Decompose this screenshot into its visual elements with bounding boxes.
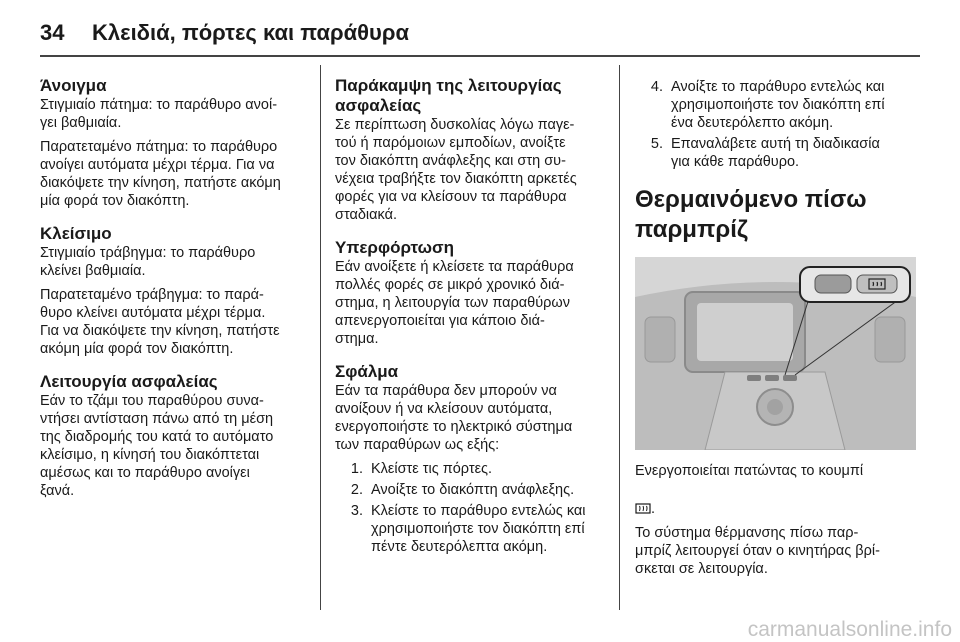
section-heading-heated-rear-window: Θερμαινόμενο πίσω παρμπρίζ [635, 186, 867, 243]
paragraph: Παρατεταμένο τράβηγμα: το παρά- θυρο κλείνει αυτόματα μέχρι τέρμα. Για να διακόψετε την κίνηση, πατήστε ακόμη μία φορά τον διακόπτη. [40, 287, 280, 357]
list-item [335, 502, 610, 556]
list-item [635, 78, 920, 132]
list-item [335, 460, 610, 478]
list-item [635, 135, 920, 171]
section-override [335, 76, 610, 224]
steps-list [635, 78, 920, 171]
page-number: 34 [40, 20, 65, 45]
paragraph: Εάν τα παράθυρα δεν μπορούν να ανοίξουν ή να κλείσουν αυτόματα, ενεργοποιήστε το ηλεκτρικό σύστημα των παραθύρων ως εξής: [335, 383, 573, 453]
header-rule [40, 55, 920, 57]
steps-list [335, 460, 610, 556]
chapter-title: Κλειδιά, πόρτες και παράθυρα [92, 20, 409, 45]
paragraph: Παρατεταμένο πάτημα: το παράθυρο ανοίγει αυτόματα μέχρι τέρμα. Για να διακόψετε την κίνηση, πατήστε ακόμη μία φορά τον διακόπτη. [40, 139, 281, 209]
paragraph: Σε περίπτωση δυσκολίας λόγω παγε- τού ή παρόμοιων εμποδίων, ανοίξτε τον διακόπτη ανάφλεξης και στη συ- νέχεια τραβήξτε τον διακόπτη αρκετές φορές για να κλείσουν τα παράθυρα σταδιακά. [335, 117, 577, 223]
section-opening [40, 76, 312, 210]
section-closing [40, 224, 312, 358]
watermark: carmanualsonline.info [747, 618, 952, 641]
step-text: Κλείστε το παράθυρο εντελώς και χρησιμοποιήστε τον διακόπτη επί πέντε δευτερόλεπτα ακόμη. [371, 503, 586, 555]
list-item [335, 481, 610, 499]
step-number: 2. [350, 482, 363, 498]
step-text: Ανοίξτε το παράθυρο εντελώς και χρησιμοποιήστε τον διακόπτη επί ένα δευτερόλεπτο ακόμη. [671, 79, 885, 131]
paragraph: Στιγμιαίο τράβηγμα: το παράθυρο κλείνει βαθμιαία. [40, 245, 256, 279]
section-safety [40, 372, 312, 500]
section-heading: Υπερφόρτωση [335, 238, 455, 257]
section-heading: Άνοιγμα [40, 76, 107, 95]
section-heading: Κλείσιμο [40, 224, 112, 243]
step-number: 3. [350, 503, 363, 519]
paragraph: Το σύστημα θέρμανσης πίσω παρ- μπρίζ λειτουργεί όταν ο κινητήρας βρί- σκεται σε λειτουργία. [635, 525, 880, 577]
step-number: 1. [350, 461, 363, 477]
dashboard-illustration [635, 257, 916, 450]
punctuation: . [651, 501, 656, 517]
section-heading: Λειτουργία ασφαλείας [40, 372, 218, 391]
column-3 [635, 76, 920, 584]
section-heading: Παράκαμψη της λειτουργίας ασφαλείας [335, 76, 562, 115]
step-text: Επαναλάβετε αυτή τη διαδικασία για κάθε παράθυρο. [671, 136, 880, 170]
section-overload [335, 238, 610, 348]
step-text: Κλείστε τις πόρτες. [371, 461, 493, 477]
section-fault [335, 362, 610, 556]
paragraph: Εάν το τζάμι του παραθύρου συνα- ντήσει αντίσταση πάνω από τη μέση της διαδρομής του κατά το αυτόματο κλείσιμο, η κίνησή του διακόπτεται αμέσως και το παράθυρο ανοίγει ξανά. [40, 393, 274, 499]
column-divider [320, 65, 321, 610]
column-divider [619, 65, 620, 610]
paragraph-text: Ενεργοποιείται πατώντας το κουμπί [635, 463, 864, 479]
paragraph: Στιγμιαίο πάτημα: το παράθυρο ανοί- γει βαθμιαία. [40, 97, 278, 131]
step-text: Ανοίξτε το διακόπτη ανάφλεξης. [371, 482, 575, 498]
paragraph-icon-line [635, 482, 920, 518]
column-1 [40, 76, 312, 514]
step-number: 5. [650, 136, 663, 152]
paragraph: Εάν ανοίξετε ή κλείσετε τα παράθυρα πολλές φορές σε μικρό χρονικό διά- στημα, η λειτουργία των παραθύρων απενεργοποιείται για κάποιο διά- στημα. [335, 259, 574, 347]
step-number: 4. [650, 79, 663, 95]
section-heading: Σφάλμα [335, 362, 399, 381]
column-2 [335, 76, 610, 570]
paragraph-activate [635, 462, 920, 480]
page-header [40, 20, 409, 48]
rear-window-defrost-icon [635, 503, 651, 516]
